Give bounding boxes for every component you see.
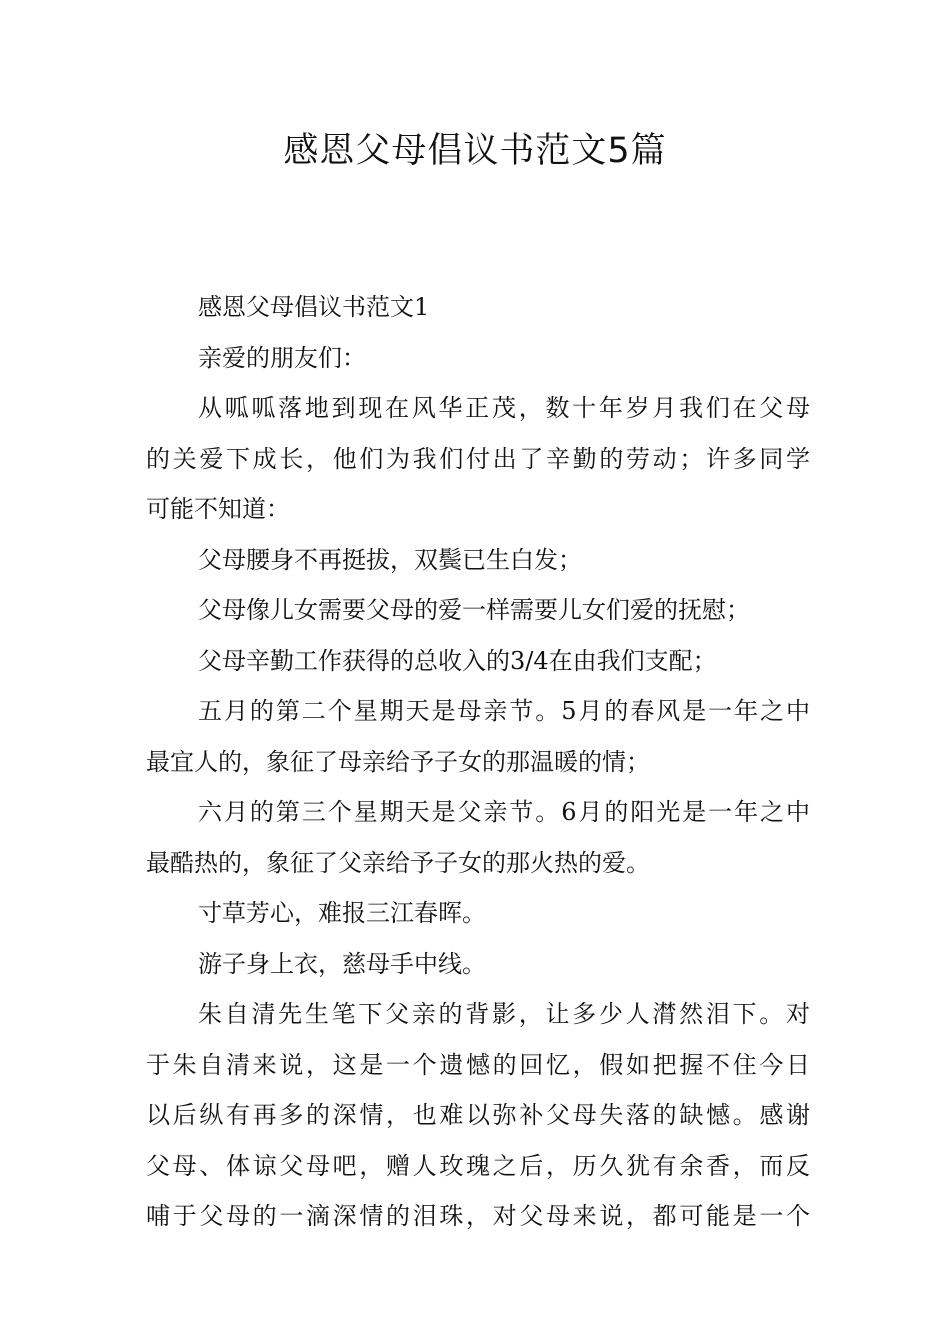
paragraph-line: 最宜人的，象征了母亲给予子女的那温暖的情； <box>146 747 650 776</box>
paragraph-line: 的关爱下成长，他们为我们付出了辛勤的劳动；许多同学 <box>146 444 810 473</box>
paragraph-line: 亲爱的朋友们： <box>198 343 366 372</box>
paragraph-line: 哺于父母的一滴深情的泪珠，对父母来说，都可能是一个 <box>146 1202 810 1230</box>
paragraph-line: 朱自清先生笔下父亲的背影，让多少人潸然泪下。对 <box>198 1000 810 1028</box>
paragraph-line: 感恩父母倡议书范文1 <box>198 293 430 321</box>
paragraph-9 <box>146 888 810 939</box>
paragraph-8 <box>146 787 810 888</box>
paragraph-line: 于朱自清来说，这是一个遗憾的回忆，假如把握不住今日 <box>146 1050 810 1079</box>
document-body <box>146 282 810 1242</box>
paragraph-1 <box>146 282 810 333</box>
paragraph-line: 父母像儿女需要父母的爱一样需要儿女们爱的抚慰； <box>198 596 750 624</box>
paragraph-3 <box>146 383 810 535</box>
paragraph-line: 最酷热的，象征了父亲给予子女的那火热的爱。 <box>146 848 650 877</box>
paragraph-6 <box>146 636 810 687</box>
paragraph-line: 可能不知道： <box>146 495 290 523</box>
paragraph-7 <box>146 686 810 787</box>
paragraph-line: 以后纵有再多的深情，也难以弥补父母失落的缺憾。感谢 <box>146 1101 810 1129</box>
paragraph-line: 游子身上衣，慈母手中线。 <box>198 949 486 978</box>
paragraph-10 <box>146 939 810 990</box>
paragraph-line: 五月的第二个星期天是母亲节。5月的春风是一年之中 <box>198 697 810 725</box>
paragraph-line: 从呱呱落地到现在风华正茂，数十年岁月我们在父母 <box>198 394 810 422</box>
paragraph-11 <box>146 989 810 1242</box>
paragraph-line: 父母辛勤工作获得的总收入的3/4在由我们支配； <box>198 646 717 675</box>
paragraph-line: 六月的第三个星期天是父亲节。6月的阳光是一年之中 <box>198 798 810 826</box>
paragraph-line: 父母、体谅父母吧，赠人玫瑰之后，历久犹有余香，而反 <box>146 1151 810 1180</box>
paragraph-5 <box>146 585 810 636</box>
paragraph-2 <box>146 333 810 384</box>
paragraph-line: 寸草芳心，难报三江春晖。 <box>198 899 486 927</box>
paragraph-4 <box>146 535 810 586</box>
paragraph-line: 父母腰身不再挺拔，双鬓已生白发； <box>198 545 582 574</box>
document-title: 感恩父母倡议书范文5篇 <box>283 131 667 171</box>
